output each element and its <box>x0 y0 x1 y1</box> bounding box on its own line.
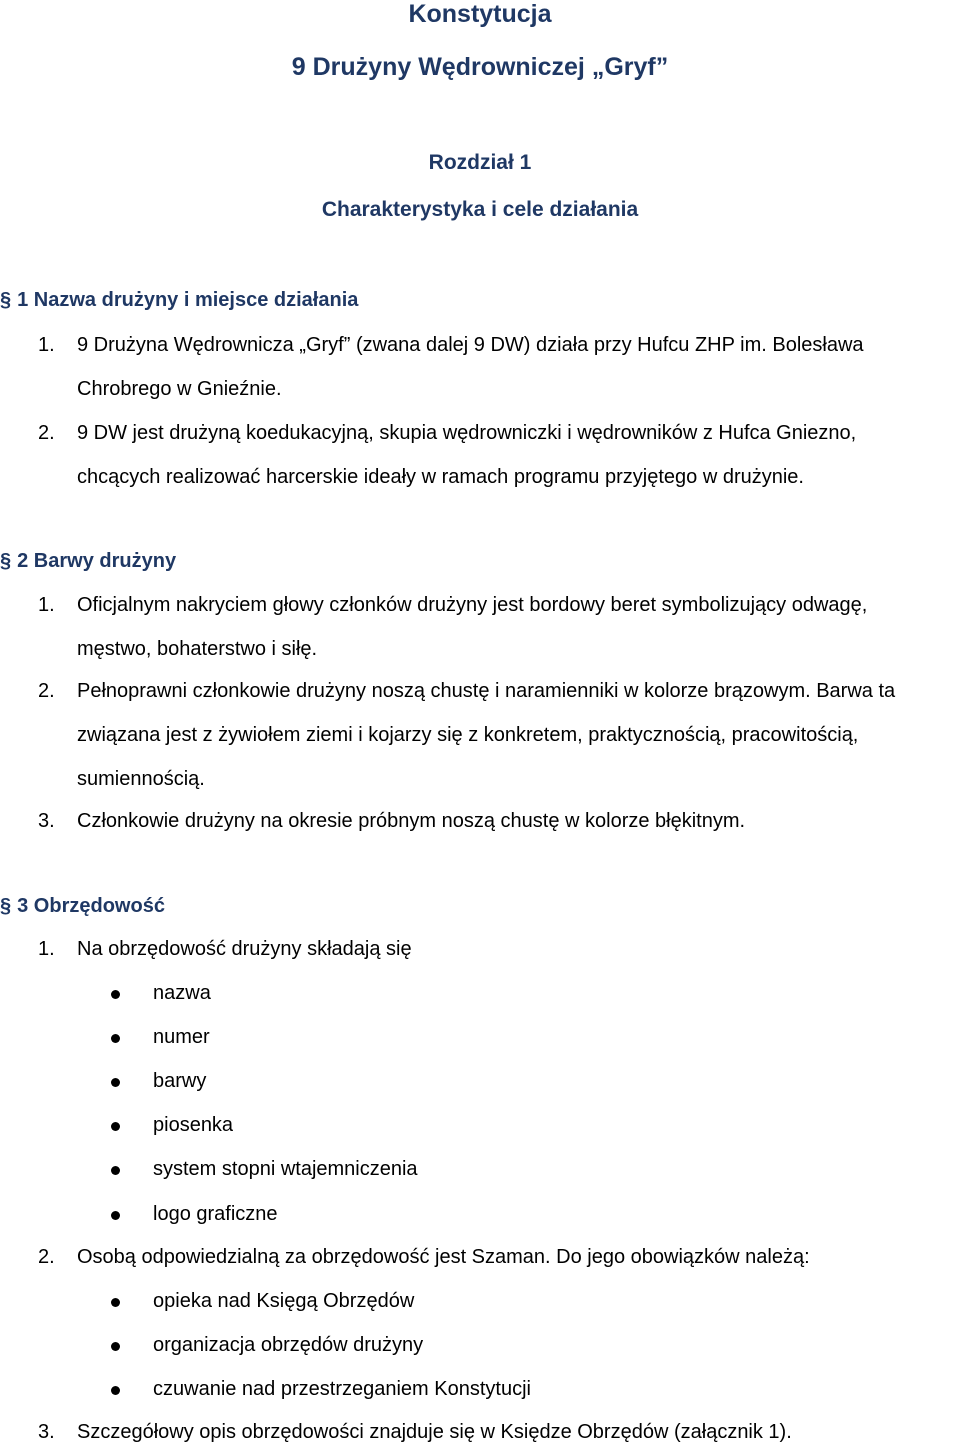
item-text-line: Osobą odpowiedzialną za obrzędowość jest Szaman. Do jego obowiązków należą: <box>77 1246 810 1268</box>
item-text-line: Szczegółowy opis obrzędowości znajduje się w Księdze Obrzędów (załącznik 1). <box>77 1421 792 1443</box>
bullet-icon <box>111 1122 120 1131</box>
section-heading-text: 1 Nazwa drużyny i miejsce działania <box>17 289 359 311</box>
item-text-line: 9 Drużyna Wędrownicza „Gryf” (zwana dalej 9 DW) działa przy Hufcu ZHP im. Bolesława <box>77 334 864 356</box>
bullet-text: system stopni wtajemniczenia <box>153 1158 418 1180</box>
section-sign: § <box>0 895 12 917</box>
item-text-line: męstwo, bohaterstwo i siłę. <box>77 638 318 660</box>
item-number: 1. <box>38 334 55 356</box>
bullet-icon <box>111 990 120 999</box>
item-number: 3. <box>38 810 55 832</box>
bullet-icon <box>111 1211 120 1220</box>
bullet-icon <box>111 1078 120 1087</box>
document-title: Konstytucja <box>408 0 552 28</box>
item-text-line: Chrobrego w Gnieźnie. <box>77 378 282 400</box>
item-text-line: związana jest z żywiołem ziemi i kojarzy się z konkretem, praktycznością, pracowitością, <box>77 724 859 746</box>
section-heading-2 <box>0 550 176 573</box>
bullet-text: opieka nad Księgą Obrzędów <box>153 1290 415 1312</box>
chapter-number: Rozdział 1 <box>428 151 532 174</box>
section-heading-1 <box>0 289 358 312</box>
bullet-text: czuwanie nad przestrzeganiem Konstytucji <box>153 1378 531 1400</box>
bullet-icon <box>111 1342 120 1351</box>
item-text-line: Pełnoprawni członkowie drużyny noszą chustę i naramienniki w kolorze brązowym. Barwa ta <box>77 680 896 702</box>
document-subtitle: 9 Drużyny Wędrowniczej „Gryf” <box>291 53 669 81</box>
section-heading-3 <box>0 895 165 918</box>
item-text-line: chcących realizować harcerskie ideały w ramach programu przyjętego w drużynie. <box>77 466 804 488</box>
item-number: 3. <box>38 1421 55 1443</box>
bullet-icon <box>111 1166 120 1175</box>
item-text-line: Oficjalnym nakryciem głowy członków drużyny jest bordowy beret symbolizujący odwagę, <box>77 594 868 616</box>
bullet-text: numer <box>153 1026 210 1048</box>
item-number: 1. <box>38 938 55 960</box>
bullet-icon <box>111 1298 120 1307</box>
bullet-text: nazwa <box>153 982 211 1004</box>
bullet-icon <box>111 1034 120 1043</box>
item-text-line: 9 DW jest drużyną koedukacyjną, skupia wędrowniczki i wędrowników z Hufca Gniezno, <box>77 422 857 444</box>
item-number: 2. <box>38 680 55 702</box>
bullet-text: logo graficzne <box>153 1203 278 1225</box>
item-text-line: Na obrzędowość drużyny składają się <box>77 938 412 960</box>
bullet-text: barwy <box>153 1070 207 1092</box>
item-number: 1. <box>38 594 55 616</box>
bullet-icon <box>111 1386 120 1395</box>
section-heading-text: 2 Barwy drużyny <box>17 550 177 572</box>
item-number: 2. <box>38 422 55 444</box>
section-heading-text: 3 Obrzędowość <box>17 895 165 917</box>
bullet-text: piosenka <box>153 1114 234 1136</box>
chapter-title: Charakterystyka i cele działania <box>321 198 639 221</box>
bullet-text: organizacja obrzędów drużyny <box>153 1334 424 1356</box>
item-text-line: sumiennością. <box>77 768 205 790</box>
section-sign: § <box>0 550 12 572</box>
item-text-line: Członkowie drużyny na okresie próbnym noszą chustę w kolorze błękitnym. <box>77 810 746 832</box>
section-sign: § <box>0 289 12 311</box>
item-number: 2. <box>38 1246 55 1268</box>
